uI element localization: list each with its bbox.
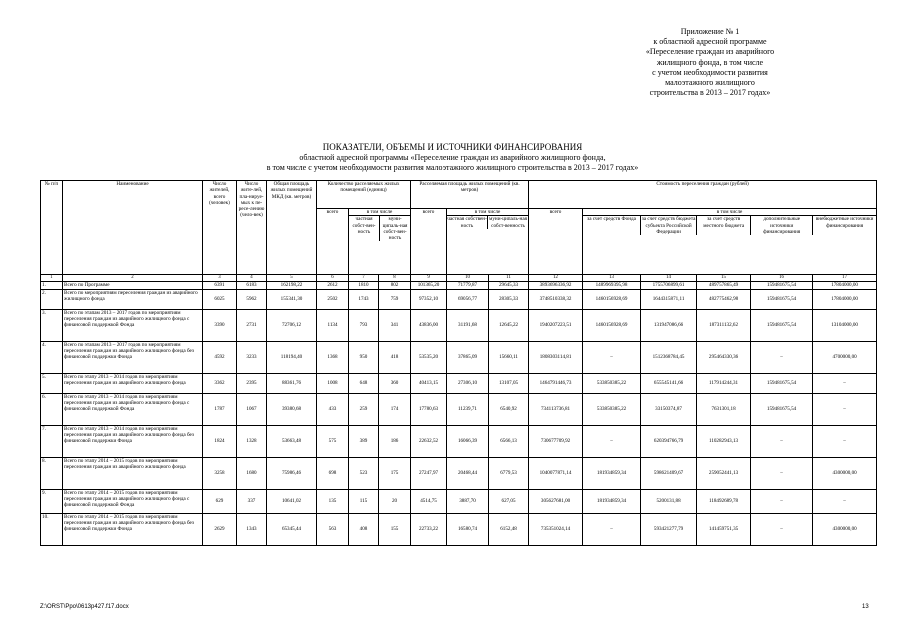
row-value: 360 [379,373,411,393]
row-value: 110282943,13 [697,425,751,457]
row-value: 1460156928,69 [583,289,641,309]
col-number: 11 [489,275,529,282]
row-value: 655545141,66 [641,373,697,393]
row-name: Всего по этапу 2013 – 2014 годов по мероприятиям переселения граждан из аварийного жилищного фонда с финансовой поддержкой Фонда [63,393,203,425]
header-rooms-private: частная собст-вен-ность [349,216,380,241]
row-number: 10. [41,513,63,545]
row-value: 6540,92 [489,393,529,425]
row-value: 6779,53 [489,457,529,489]
table-row [41,289,877,309]
row-value: 1134 [317,309,349,341]
header-num: № п/п [41,181,63,275]
row-value: 4700000,00 [813,341,877,373]
row-value: 28305,33 [489,289,529,309]
row-value: 53663,48 [267,425,317,457]
row-value: 1489969395,98 [583,281,641,289]
col-number: 2 [63,275,203,282]
row-value: 1067 [237,393,267,425]
header-cost-fund: за счет средств Фонда [583,216,641,235]
col-number: 8 [379,275,411,282]
row-value: 1680 [237,457,267,489]
appendix-block [560,27,860,98]
row-value: 15660,11 [489,341,529,373]
row-value: 735351024,14 [529,513,583,545]
row-value: 3748510338,32 [529,289,583,309]
appendix-line: «Переселение граждан из аварийного [645,47,775,57]
row-value: 408 [349,513,379,545]
row-value: 1644315871,11 [641,289,697,309]
financing-table-wrapper [40,180,876,546]
table-row [41,489,877,513]
header-area-incl [447,209,529,275]
row-value: 135 [317,489,349,513]
row-value: 6152,48 [489,513,529,545]
row-value: 533850385,22 [583,373,641,393]
row-value: 159481675,54 [751,309,813,341]
row-value: 159481675,54 [751,373,813,393]
row-value: 1755706899,61 [641,281,697,289]
header-area-incl-label: в том числе [447,209,528,216]
row-value: 593421277,79 [641,513,697,545]
row-name: Всего по Программе [63,281,203,289]
row-value: – [813,489,877,513]
row-value: 337 [237,489,267,513]
row-value: 648 [349,373,379,393]
row-number: 3. [41,309,63,341]
row-value: – [751,425,813,457]
table-row [41,373,877,393]
table-row [41,513,877,545]
footer-file-path: Z:\ORST\Ppo\0613p427.f17.docx [40,604,129,610]
table-row [41,425,877,457]
header-cost-additional: дополнительные источники финансирования [751,216,813,235]
table-row [41,457,877,489]
row-value: 6391 [203,281,237,289]
row-value: 4592 [203,341,237,373]
row-value: 20 [379,489,411,513]
row-value: 115 [349,489,379,513]
row-value: 155341,30 [267,289,317,309]
footer-page-number: 13 [862,604,869,610]
row-value: 12645,22 [489,309,529,341]
col-number: 6 [317,275,349,282]
row-value: 3362 [203,373,237,393]
row-value: 2731 [237,309,267,341]
row-value: 37865,09 [447,341,489,373]
row-value: – [583,425,641,457]
row-value: 341 [379,309,411,341]
row-value: 117914244,31 [697,373,751,393]
row-value: 598621409,67 [641,457,697,489]
row-number: 6. [41,393,63,425]
column-numbers-row [41,275,877,282]
row-value: 71779,87 [447,281,489,289]
row-value: 3258 [203,457,237,489]
header-cost-offbudget: внебюджетные источники финансирования [815,216,874,229]
row-value: 10641,02 [267,489,317,513]
row-value: 3887,70 [447,489,489,513]
row-value: 20468,44 [447,457,489,489]
col-number: 1 [41,275,63,282]
header-cost-group: Стоимость переселения граждан (рублей) [529,181,877,209]
title-sub-2: в том числе с учетом необходимости развития малоэтажного жилищного строительства в 2013 – 2017 годах» [266,162,639,172]
row-value: 159481675,54 [751,393,813,425]
row-value: 1460156928,69 [583,309,641,341]
row-value: 3390 [203,309,237,341]
row-value: – [583,513,641,545]
row-value: 1343 [237,513,267,545]
header-resettled-area-group: Расселяемая площадь жилых помещений (кв. метров) [411,181,529,209]
row-value: 1787 [203,393,237,425]
table-body [41,275,877,546]
row-value: – [751,489,813,513]
row-value: 17780,63 [411,393,447,425]
row-value: 22632,52 [411,425,447,457]
row-value: 730677709,92 [529,425,583,457]
row-value: 1464791446,73 [529,373,583,393]
row-value: – [813,373,877,393]
row-value: 1824 [203,425,237,457]
row-value: 1368 [317,341,349,373]
appendix-line: Приложение № 1 [680,27,740,36]
col-number: 16 [751,275,813,282]
row-value: – [751,341,813,373]
row-value: 1040077871,14 [529,457,583,489]
row-number: 4. [41,341,63,373]
table-row [41,281,877,289]
col-number: 7 [349,275,379,282]
row-number: 5. [41,373,63,393]
row-value: 2612 [317,281,349,289]
table-row [41,309,877,341]
col-number: 9 [411,275,447,282]
row-value: 1810 [349,281,379,289]
row-value: 27306,10 [447,373,489,393]
col-number: 12 [529,275,583,282]
row-value: 17804000,00 [813,281,877,289]
row-number: 2. [41,289,63,309]
row-value: 1940207223,51 [529,309,583,341]
row-value: 259052441,13 [697,457,751,489]
row-value: 563 [317,513,349,545]
document-title [0,142,905,172]
appendix-line: жилищного фонда, в том числе [656,57,764,67]
row-name: Всего по этапам 2013 – 2017 годов по мероприятиям переселения граждан из аварийного жилищного фонда с финансовой поддержкой Фонда [63,309,203,341]
row-value: 698 [317,457,349,489]
row-value: 27247,97 [411,457,447,489]
row-value: 118492689,78 [697,489,751,513]
row-name: Всего по этапу 2014 – 2015 годов по мероприятиям переселения граждан из аварийного жилищного фонда с финансовой поддержкой Фонда [63,489,203,513]
row-value: 575 [317,425,349,457]
row-value: 629 [203,489,237,513]
col-number: 4 [237,275,267,282]
row-value: 39380,68 [267,393,317,425]
col-number: 17 [813,275,877,282]
col-number: 13 [583,275,641,282]
header-cost-incl [583,209,877,275]
row-value: 523 [349,457,379,489]
row-value: – [583,341,641,373]
row-value: 482775462,98 [697,289,751,309]
row-value: 2502 [317,289,349,309]
col-number: 3 [203,275,237,282]
row-value: 97352,10 [411,289,447,309]
row-value: 13104000,00 [813,309,877,341]
row-value: 16066,39 [447,425,489,457]
row-value: 72706,12 [267,309,317,341]
header-rooms-total: всего [317,209,349,275]
title-sub-1: областной адресной программы «Переселение граждан из аварийного жилищного фонда, [299,153,606,162]
row-value: 181934859,34 [583,457,641,489]
row-value: 759 [379,289,411,309]
row-value: 131947086,66 [641,309,697,341]
row-value: 627,05 [489,489,529,513]
row-value: 159481675,54 [751,281,813,289]
row-value: 17804000,00 [813,289,877,309]
row-value: 1512368784,45 [641,341,697,373]
row-value: 734113736,81 [529,393,583,425]
header-area-private: частная собствен-ность [447,216,487,229]
row-value: 950 [349,341,379,373]
col-number: 14 [641,275,697,282]
row-number: 1. [41,281,63,289]
row-value: 433 [317,393,349,425]
row-value: 162198,22 [267,281,317,289]
row-value: 1008 [317,373,349,393]
row-value: 31191,68 [447,309,489,341]
row-value: 533850385,22 [583,393,641,425]
row-name: Всего по этапу 2014 – 2015 годов по мероприятиям переселения граждан из аварийного жилищного фонда [63,457,203,489]
row-name: Всего по этапам 2013 – 2017 годов по мероприятиям переселения граждан из аварийного жилищного фонда без финансовой поддержки Фонда [63,341,203,373]
row-value: 5962 [237,289,267,309]
row-value: 75986,46 [267,457,317,489]
row-value: 793 [349,309,379,341]
row-value: 489757865,49 [697,281,751,289]
row-value: 4514,75 [411,489,447,513]
financing-table [40,180,877,546]
row-value: – [813,425,877,457]
row-value: 4300000,00 [813,457,877,489]
row-value: 5200131,88 [641,489,697,513]
header-cost-local: за счет средств местного бюджета [697,216,751,235]
row-value: 174 [379,393,411,425]
row-value: 259 [349,393,379,425]
table-row [41,341,877,373]
header-residents: Число жителей, всего (человек) [203,181,237,275]
row-value: 295464330,36 [697,341,751,373]
row-name: Всего по этапу 2014 – 2015 годов по мероприятиям переселения граждан из аварийного жилищного фонда без финансовой поддержки Фонда [63,513,203,545]
row-value: 43836,00 [411,309,447,341]
appendix-line: с учетом необходимости развития [652,67,768,77]
header-area-total: всего [411,209,447,275]
row-value: 175 [379,457,411,489]
row-value: 1808303114,81 [529,341,583,373]
header-cost-total: всего [529,209,583,275]
header-rooms-municipal: муни-ципаль-ная собст-вен-ность [382,216,408,242]
table-row [41,393,877,425]
row-value: 88361,76 [267,373,317,393]
row-value: 1743 [349,289,379,309]
header-area: Общая площадь жилых помещений МКД (кв. метров) [267,181,317,275]
header-name: Наименование [63,181,203,275]
appendix-line: малоэтажного жилищного [665,78,755,88]
row-value: 40413,15 [411,373,447,393]
header-planned: Число жите-лей, пла-нируе-мых к пе-ресе-лению (чело-век) [237,181,267,275]
header-cost-incl-label: в том числе [583,209,876,216]
header-area-municipal: муни-ципаль-ная собст-венность [489,216,528,229]
row-value: 53535,20 [411,341,447,373]
row-value: 6183 [237,281,267,289]
row-value: 186 [379,425,411,457]
row-value: 4300000,00 [813,513,877,545]
row-value: 2629 [203,513,237,545]
col-number: 10 [447,275,489,282]
col-number: 5 [267,275,317,282]
row-value: 620394766,79 [641,425,697,457]
row-value: 101365,20 [411,281,447,289]
row-name: Всего по мероприятиям переселения граждан из аварийного жилищного фонда [63,289,203,309]
row-value: 69056,77 [447,289,489,309]
row-value: – [751,457,813,489]
title-main: ПОКАЗАТЕЛИ, ОБЪЕМЫ И ИСТОЧНИКИ ФИНАНСИРОВАНИЯ [322,142,583,152]
row-value: 16580,74 [447,513,489,545]
row-value: 29645,33 [489,281,529,289]
row-value: 7631301,18 [697,393,751,425]
header-rooms-group: Количество расселяемых жилых помещений (единиц) [317,181,411,209]
header-rooms-incl-label: в том числе [349,209,410,216]
row-value: 159481675,54 [751,289,813,309]
row-value: 6025 [203,289,237,309]
row-value: 141459751,35 [697,513,751,545]
header-cost-regional: за счет средств бюджета субъекта Российской Федерации [641,216,696,235]
row-value: – [813,393,877,425]
row-value: 3893696336,92 [529,281,583,289]
row-number: 9. [41,489,63,513]
row-value: 2395 [237,373,267,393]
row-number: 8. [41,457,63,489]
appendix-line: к областной адресной программе [653,37,767,47]
col-number: 15 [697,275,751,282]
row-value: – [751,513,813,545]
row-value: 3233 [237,341,267,373]
row-value: 155 [379,513,411,545]
row-name: Всего по этапу 2013 – 2014 годов по мероприятиям переселения граждан из аварийного жилищного фонда без финансовой поддержки Фонда [63,425,203,457]
row-number: 7. [41,425,63,457]
row-value: 389 [349,425,379,457]
row-value: 418 [379,341,411,373]
header-rooms-incl [349,209,411,275]
row-value: 118194,40 [267,341,317,373]
appendix-line: строительства в 2013 – 2017 годах» [649,88,771,98]
row-value: 305627681,00 [529,489,583,513]
row-name: Всего по этапу 2013 – 2014 годов по мероприятиям переселения граждан из аварийного жилищного фонда [63,373,203,393]
row-value: 181934859,34 [583,489,641,513]
row-value: 187311132,62 [697,309,751,341]
row-value: 6566,13 [489,425,529,457]
row-value: 11239,71 [447,393,489,425]
row-value: 1328 [237,425,267,457]
row-value: 13107,05 [489,373,529,393]
row-value: 33150374,87 [641,393,697,425]
row-value: 65345,44 [267,513,317,545]
row-value: 22733,22 [411,513,447,545]
row-value: 802 [379,281,411,289]
